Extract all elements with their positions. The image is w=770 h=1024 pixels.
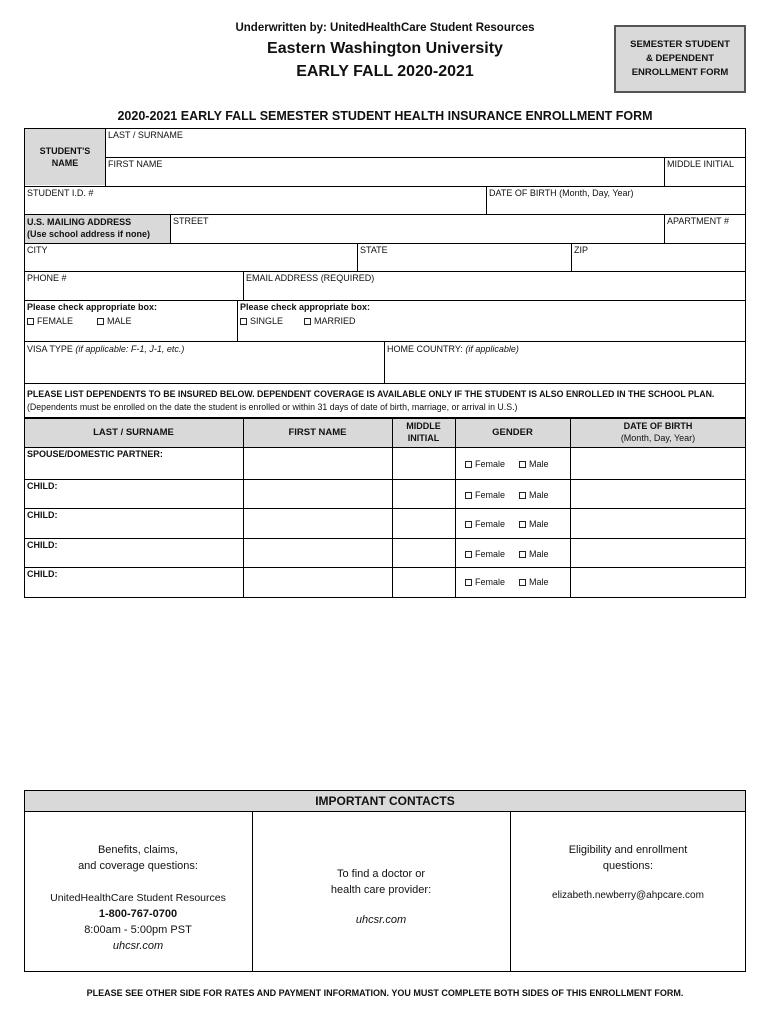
- dependent-gender-select[interactable]: [465, 577, 549, 587]
- important-contacts-title: IMPORTANT CONTACTS: [24, 790, 746, 812]
- eligibility-question-1: Eligibility and enrollment: [568, 844, 688, 856]
- mailing-address-label: U.S. MAILING ADDRESS: [27, 217, 132, 227]
- checkbox-icon: [465, 521, 472, 528]
- home-country-label: HOME COUNTRY:: [387, 344, 463, 354]
- contacts-col-doctor: [252, 866, 510, 928]
- visa-type-label: VISA TYPE: [27, 344, 73, 354]
- col-middle-initial-2: INITIAL: [407, 433, 440, 443]
- visa-type-field[interactable]: [27, 344, 184, 354]
- male-option: Male: [529, 459, 549, 469]
- dependents-notice: PLEASE LIST DEPENDENTS TO BE INSURED BELOW. DEPENDENT COVERAGE IS AVAILABLE ONLY IF THE STUDENT IS ALSO ENROLLED IN THE SCHOOL PLAN.: [27, 389, 715, 399]
- dependent-row-label: CHILD:: [27, 540, 58, 550]
- benefits-hours: 8:00am - 5:00pm PST: [84, 924, 192, 936]
- date-of-birth-field[interactable]: DATE OF BIRTH (Month, Day, Year): [489, 188, 634, 198]
- single-label: SINGLE: [250, 316, 284, 326]
- col-first-name: FIRST NAME: [288, 427, 347, 438]
- female-option: Female: [475, 519, 506, 529]
- male-option: Male: [529, 549, 549, 559]
- phone-field[interactable]: PHONE #: [27, 273, 67, 283]
- contacts-col-benefits: [24, 842, 252, 954]
- married-label: MARRIED: [314, 316, 356, 326]
- checkbox-icon: [97, 318, 104, 325]
- female-option: Female: [475, 459, 506, 469]
- benefits-site[interactable]: uhcsr.com: [112, 940, 164, 952]
- mailing-address-sub: (Use school address if none): [27, 229, 151, 239]
- state-field[interactable]: STATE: [360, 245, 388, 255]
- doctor-question-2: health care provider:: [330, 884, 432, 896]
- dependent-row-label: CHILD:: [27, 569, 58, 579]
- male-option: Male: [529, 577, 549, 587]
- first-name-field[interactable]: FIRST NAME: [108, 159, 163, 169]
- sex-check-label: Please check appropriate box:: [27, 302, 158, 312]
- col-middle-initial-1: MIDDLE: [406, 421, 441, 431]
- male-option: Male: [529, 490, 549, 500]
- col-last-surname: LAST / SURNAME: [93, 427, 174, 438]
- footer-note: PLEASE SEE OTHER SIDE FOR RATES AND PAYMENT INFORMATION. YOU MUST COMPLETE BOTH SIDES OF THIS ENROLLMENT FORM.: [86, 988, 684, 998]
- eligibility-email[interactable]: elizabeth.newberry@ahpcare.com: [552, 890, 704, 901]
- dependent-row-label: CHILD:: [27, 481, 58, 491]
- university-name: Eastern Washington University: [267, 40, 503, 57]
- middle-initial-field[interactable]: MIDDLE INITIAL: [667, 159, 735, 169]
- dependent-gender-select[interactable]: [465, 459, 549, 469]
- married-checkbox[interactable]: [304, 316, 356, 326]
- single-checkbox[interactable]: [240, 316, 283, 326]
- doctor-question-1: To find a doctor or: [336, 868, 426, 880]
- female-label: FEMALE: [37, 316, 74, 326]
- form-type-box: SEMESTER STUDENT & DEPENDENT ENROLLMENT FORM: [614, 25, 746, 93]
- checkbox-icon: [465, 579, 472, 586]
- home-country-note: (if applicable): [465, 344, 519, 354]
- city-field[interactable]: CITY: [27, 245, 48, 255]
- checkbox-icon: [465, 461, 472, 468]
- checkbox-icon: [240, 318, 247, 325]
- col-gender: GENDER: [492, 427, 533, 438]
- female-checkbox[interactable]: [27, 316, 73, 326]
- dependent-gender-select[interactable]: [465, 549, 549, 559]
- dependent-gender-select[interactable]: [465, 490, 549, 500]
- form-title: 2020-2021 EARLY FALL SEMESTER STUDENT HEALTH INSURANCE ENROLLMENT FORM: [117, 109, 653, 123]
- male-option: Male: [529, 519, 549, 529]
- term-title: EARLY FALL 2020-2021: [296, 63, 474, 80]
- dependent-gender-select[interactable]: [465, 519, 549, 529]
- checkbox-icon: [519, 461, 526, 468]
- checkbox-icon: [519, 551, 526, 558]
- benefits-org: UnitedHealthCare Student Resources: [50, 892, 226, 904]
- visa-type-note: (if applicable: F-1, J-1, etc.): [75, 344, 185, 354]
- checkbox-icon: [519, 492, 526, 499]
- marital-check-label: Please check appropriate box:: [240, 302, 371, 312]
- eligibility-question-2: questions:: [602, 860, 654, 872]
- dependent-row-label: CHILD:: [27, 510, 58, 520]
- zip-field[interactable]: ZIP: [574, 245, 589, 255]
- dependent-row-label: SPOUSE/DOMESTIC PARTNER:: [27, 449, 163, 459]
- checkbox-icon: [304, 318, 311, 325]
- checkbox-icon: [519, 521, 526, 528]
- underwriter-line: Underwritten by: UnitedHealthCare Student Resources: [235, 22, 535, 34]
- checkbox-icon: [519, 579, 526, 586]
- contacts-col-eligibility: [510, 842, 746, 904]
- student-name-label: STUDENT'S NAME: [39, 146, 91, 168]
- female-option: Female: [475, 549, 506, 559]
- dependents-notice-sub: (Dependents must be enrolled on the date the student is enrolled or within 31 days of date of birth, marriage, or arrival in U.S.): [27, 402, 518, 412]
- home-country-field[interactable]: [387, 344, 519, 354]
- benefits-phone: 1-800-767-0700: [98, 908, 178, 920]
- female-option: Female: [475, 577, 506, 587]
- checkbox-icon: [27, 318, 34, 325]
- col-dob-2: (Month, Day, Year): [620, 433, 696, 443]
- male-checkbox[interactable]: [97, 316, 132, 326]
- apartment-field[interactable]: APARTMENT #: [667, 216, 730, 226]
- student-id-field[interactable]: STUDENT I.D. #: [27, 188, 94, 198]
- male-label: MALE: [107, 316, 132, 326]
- checkbox-icon: [465, 492, 472, 499]
- email-field[interactable]: EMAIL ADDRESS (REQUIRED): [246, 273, 375, 283]
- benefits-question-1: Benefits, claims,: [97, 844, 179, 856]
- doctor-site[interactable]: uhcsr.com: [355, 914, 407, 926]
- street-field[interactable]: STREET: [173, 216, 209, 226]
- female-option: Female: [475, 490, 506, 500]
- benefits-question-2: and coverage questions:: [78, 860, 198, 872]
- checkbox-icon: [465, 551, 472, 558]
- col-dob-1: DATE OF BIRTH: [623, 421, 693, 431]
- last-surname-field[interactable]: LAST / SURNAME: [108, 130, 183, 140]
